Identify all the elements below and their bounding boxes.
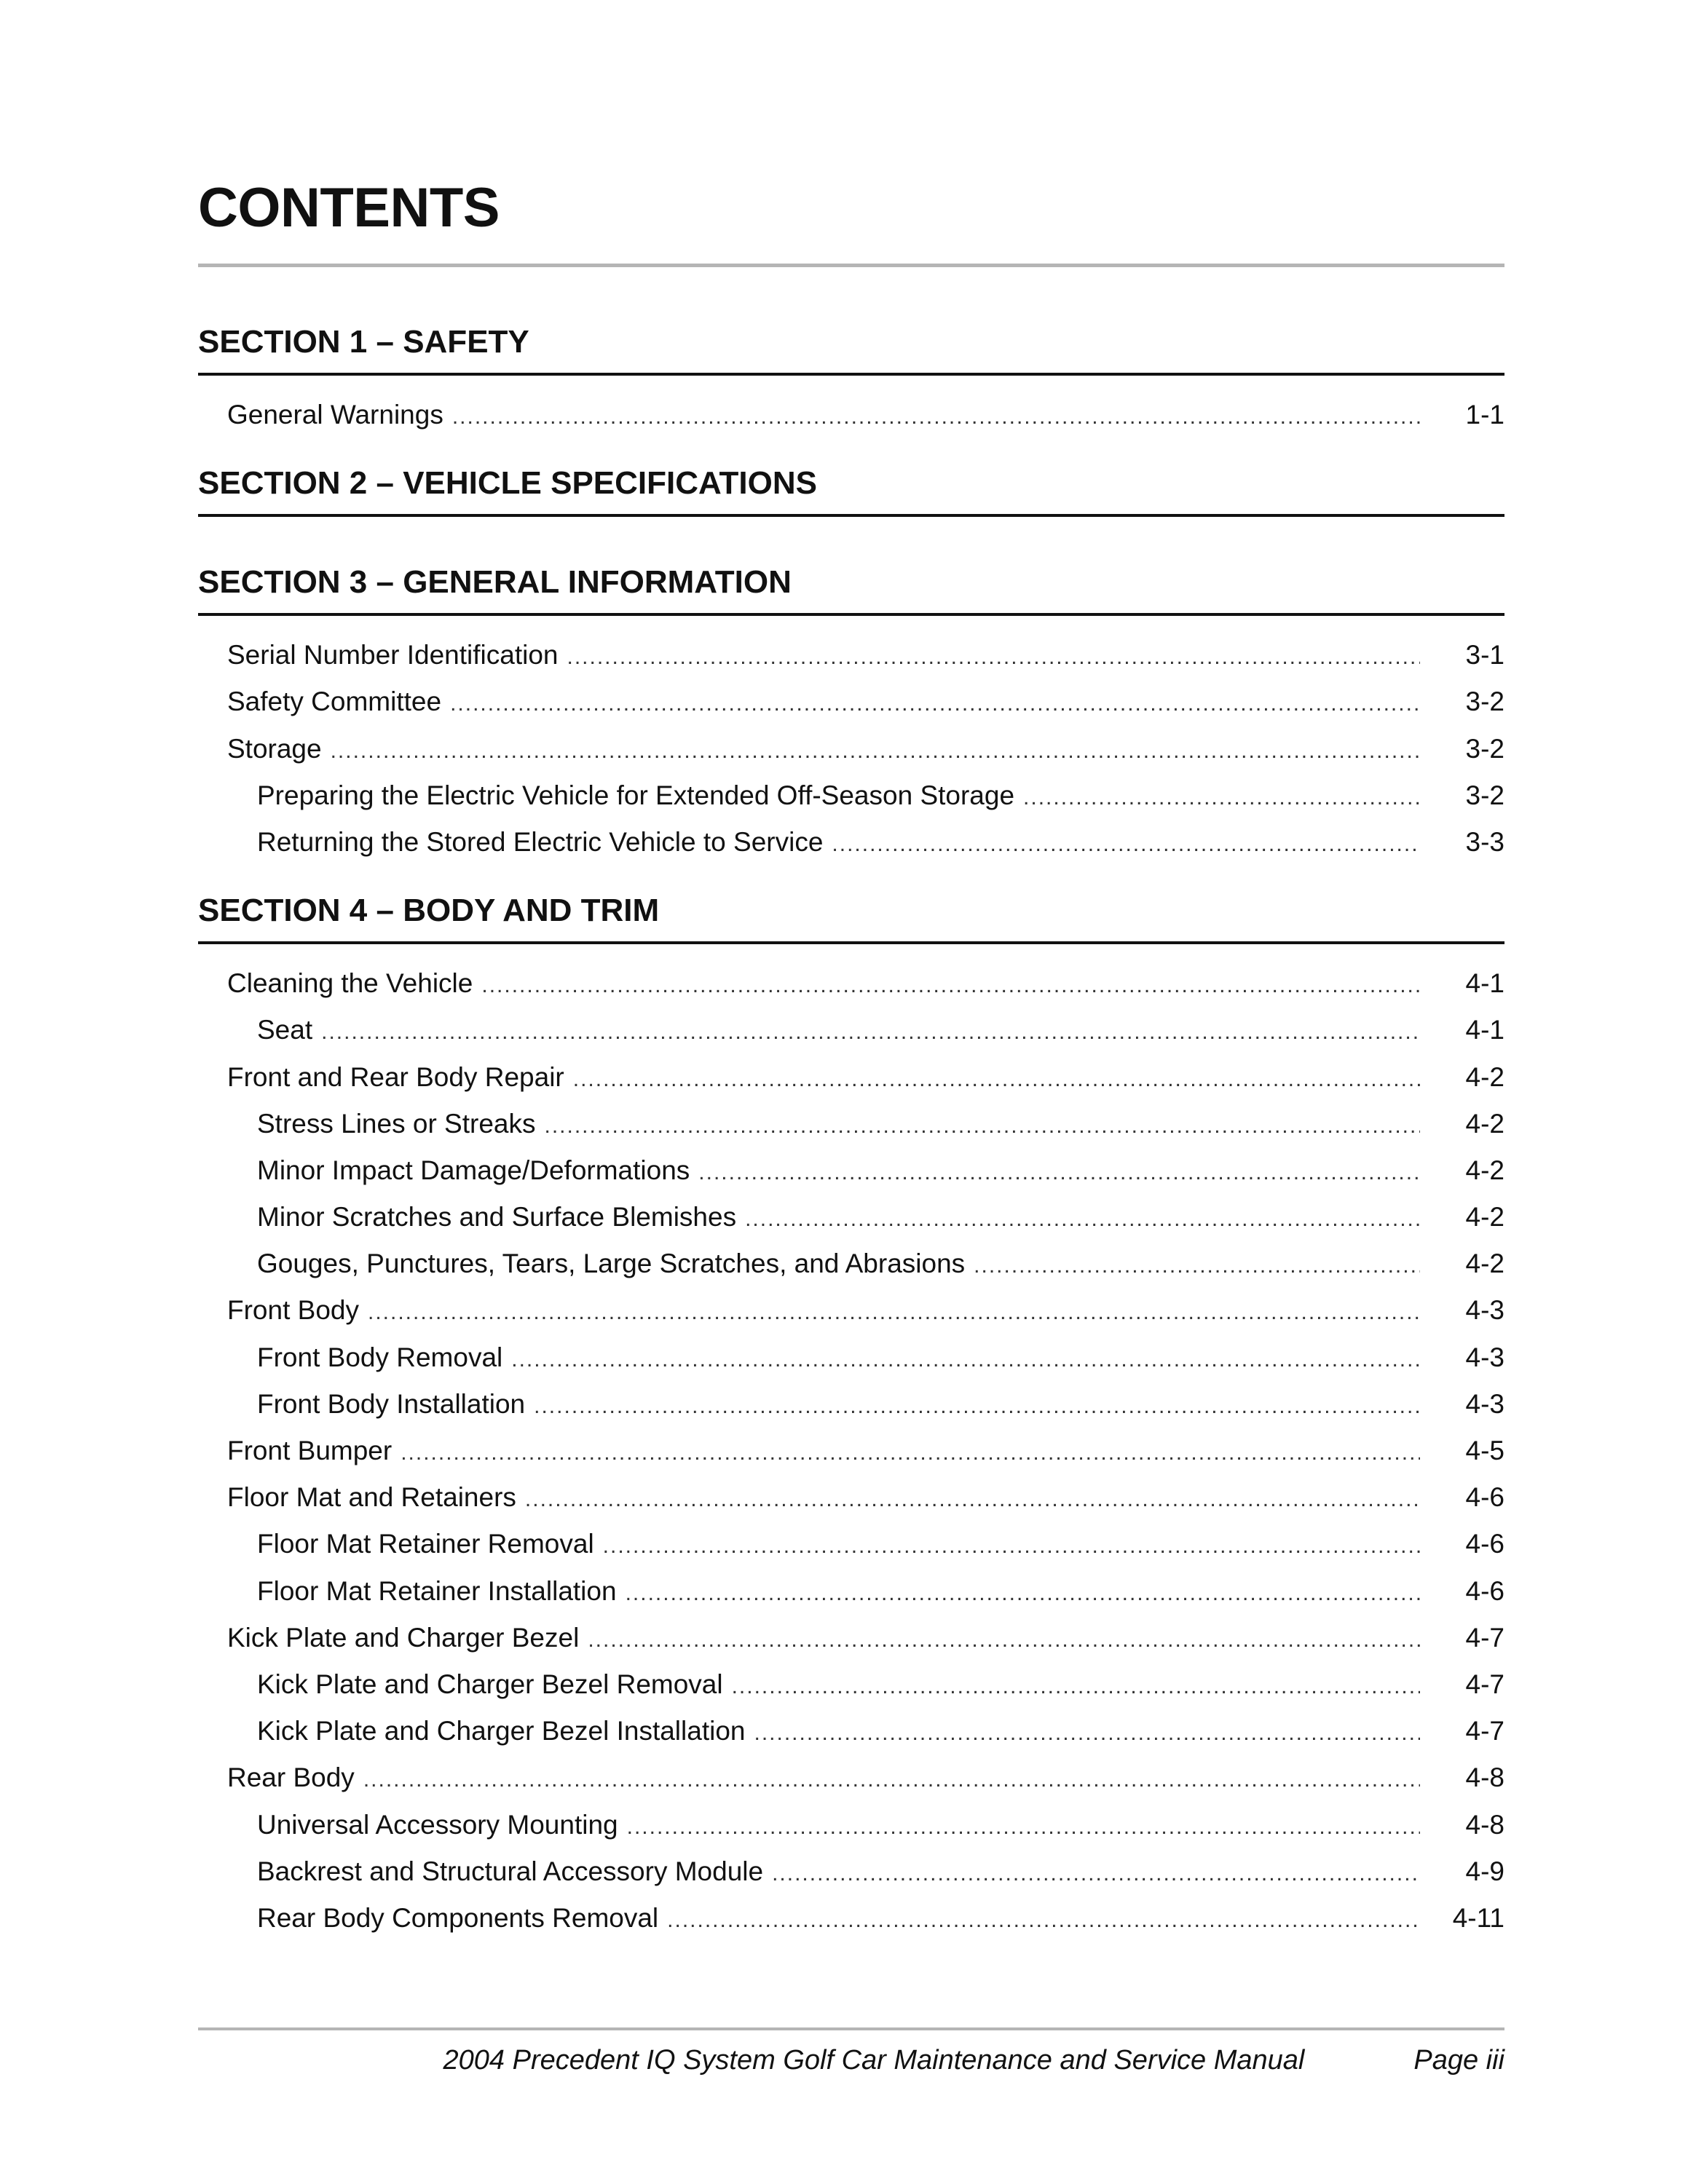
toc-entry[interactable] [198, 632, 1504, 678]
toc-entry[interactable] [198, 960, 1504, 1007]
dot-leader [667, 1897, 1420, 1944]
toc-entry-title: Front and Rear Body Repair [227, 1061, 564, 1092]
toc-entry[interactable] [198, 1661, 1504, 1708]
toc-entry[interactable] [198, 678, 1504, 725]
toc-entry-page-number: 3-1 [1465, 640, 1504, 670]
toc-entry[interactable] [198, 392, 1504, 438]
footer-divider [198, 2027, 1504, 2030]
table-of-contents [198, 326, 1504, 1971]
toc-entry[interactable] [198, 1241, 1504, 1287]
dot-leader [544, 1103, 1420, 1150]
toc-entry[interactable] [198, 1568, 1504, 1615]
toc-entry-title: General Warnings [227, 400, 443, 430]
dot-leader [450, 681, 1420, 727]
section-heading: SECTION 4 – BODY AND TRIM [198, 895, 1504, 944]
section-entries [198, 944, 1504, 1942]
toc-entry-page-number: 3-2 [1465, 687, 1504, 717]
toc-entry-page-number: 4-8 [1465, 1809, 1504, 1840]
toc-entry-page-number: 4-1 [1465, 1015, 1504, 1045]
toc-entry[interactable] [198, 1194, 1504, 1241]
toc-entry-title: Kick Plate and Charger Bezel Removal [257, 1669, 723, 1699]
toc-entry-page-number: 4-5 [1465, 1436, 1504, 1465]
toc-entry-title: Cleaning the Vehicle [227, 968, 473, 999]
toc-entry-title: Safety Committee [227, 687, 442, 717]
section-heading: SECTION 3 – GENERAL INFORMATION [198, 566, 1504, 616]
dot-leader [525, 1476, 1420, 1523]
toc-entry-title: Serial Number Identification [227, 640, 559, 670]
dot-leader [627, 1804, 1420, 1851]
dot-leader [745, 1196, 1420, 1243]
toc-entry[interactable] [198, 1895, 1504, 1942]
toc-entry[interactable] [198, 1054, 1504, 1101]
toc-entry[interactable] [198, 1521, 1504, 1567]
toc-entry-page-number: 4-6 [1465, 1482, 1504, 1513]
toc-entry-title: Minor Scratches and Surface Blemishes [257, 1202, 737, 1233]
toc-entry-page-number: 4-3 [1465, 1388, 1504, 1419]
toc-entry-title: Front Bumper [227, 1436, 393, 1465]
toc-entry-title: Kick Plate and Charger Bezel [227, 1622, 580, 1653]
toc-entry-page-number: 1-1 [1465, 400, 1504, 430]
dot-leader [1023, 775, 1420, 821]
toc-entry-page-number: 4-2 [1465, 1155, 1504, 1185]
toc-entry[interactable] [198, 1615, 1504, 1661]
toc-entry[interactable] [198, 1147, 1504, 1194]
toc-entry-page-number: 4-6 [1465, 1529, 1504, 1559]
toc-entry-title: Gouges, Punctures, Tears, Large Scratches, and Abrasions [257, 1249, 966, 1279]
toc-entry-page-number: 4-8 [1465, 1762, 1504, 1793]
title-divider [198, 264, 1504, 267]
page-footer [198, 2044, 1504, 2078]
dot-leader [401, 1430, 1420, 1476]
toc-entry[interactable] [198, 819, 1504, 866]
footer-manual-title: 2004 Precedent IQ System Golf Car Maintenance and Service Manual [443, 2045, 1305, 2076]
toc-entry[interactable] [198, 1474, 1504, 1521]
dot-leader [331, 728, 1420, 775]
dot-leader [603, 1523, 1420, 1570]
section-heading: SECTION 2 – VEHICLE SPECIFICATIONS [198, 467, 1504, 517]
toc-entry-title: Preparing the Electric Vehicle for Extended Off-Season Storage [257, 780, 1015, 810]
toc-entry-title: Storage [227, 733, 322, 764]
toc-entry-page-number: 4-3 [1465, 1295, 1504, 1326]
toc-entry-page-number: 4-6 [1465, 1575, 1504, 1606]
toc-entry[interactable] [198, 1848, 1504, 1895]
dot-leader [321, 1009, 1420, 1056]
toc-entry-page-number: 3-2 [1465, 733, 1504, 764]
toc-entry-page-number: 4-2 [1465, 1249, 1504, 1279]
toc-entry[interactable] [198, 1381, 1504, 1428]
section-entries [198, 376, 1504, 438]
toc-entry-page-number: 4-2 [1465, 1202, 1504, 1233]
toc-entry[interactable] [198, 1334, 1504, 1381]
toc-entry-page-number: 4-2 [1465, 1061, 1504, 1092]
dot-leader [573, 1056, 1420, 1103]
dot-leader [698, 1150, 1420, 1196]
toc-entry-title: Kick Plate and Charger Bezel Installation [257, 1716, 746, 1746]
toc-entry-page-number: 4-2 [1465, 1108, 1504, 1139]
toc-entry-page-number: 4-7 [1465, 1622, 1504, 1653]
toc-section [198, 566, 1504, 866]
toc-entry-page-number: 3-2 [1465, 780, 1504, 810]
dot-leader [754, 1710, 1420, 1757]
toc-entry[interactable] [198, 726, 1504, 772]
toc-entry-title: Stress Lines or Streaks [257, 1108, 536, 1139]
toc-entry-title: Front Body [227, 1295, 359, 1326]
dot-leader [626, 1570, 1420, 1617]
section-entries [198, 517, 1504, 537]
toc-entry-title: Seat [257, 1015, 313, 1045]
toc-entry-page-number: 3-3 [1465, 826, 1504, 857]
dot-leader [452, 394, 1420, 440]
page-title: CONTENTS [198, 177, 500, 239]
toc-entry-title: Front Body Removal [257, 1342, 503, 1372]
dot-leader [772, 1851, 1420, 1897]
dot-leader [832, 821, 1420, 868]
toc-entry-title: Rear Body [227, 1762, 355, 1793]
toc-section [198, 467, 1504, 537]
toc-entry-page-number: 4-7 [1465, 1716, 1504, 1746]
toc-entry-title: Floor Mat Retainer Removal [257, 1529, 594, 1559]
toc-entry-title: Universal Accessory Mounting [257, 1809, 618, 1840]
footer-page-number: Page iii [1413, 2045, 1504, 2076]
section-entries [198, 616, 1504, 866]
toc-section [198, 895, 1504, 1942]
toc-entry-title: Returning the Stored Electric Vehicle to Service [257, 826, 824, 857]
dot-leader [368, 1289, 1420, 1336]
dot-leader [481, 962, 1420, 1009]
dot-leader [732, 1663, 1420, 1710]
toc-entry[interactable] [198, 1754, 1504, 1801]
toc-entry-page-number: 4-11 [1452, 1902, 1504, 1933]
toc-entry[interactable] [198, 1428, 1504, 1474]
toc-entry-title: Minor Impact Damage/Deformations [257, 1155, 690, 1185]
toc-entry-page-number: 4-7 [1465, 1669, 1504, 1699]
toc-entry-title: Backrest and Structural Accessory Module [257, 1856, 764, 1886]
toc-entry-title: Rear Body Components Removal [257, 1902, 659, 1933]
dot-leader [534, 1383, 1420, 1430]
dot-leader [511, 1337, 1420, 1383]
toc-section [198, 326, 1504, 438]
toc-entry-page-number: 4-1 [1465, 968, 1504, 999]
toc-entry[interactable] [198, 1007, 1504, 1053]
toc-entry[interactable] [198, 772, 1504, 819]
toc-entry-page-number: 4-9 [1465, 1856, 1504, 1886]
dot-leader [974, 1243, 1420, 1289]
toc-entry-title: Floor Mat Retainer Installation [257, 1575, 617, 1606]
dot-leader [567, 634, 1421, 681]
toc-entry-title: Front Body Installation [257, 1388, 526, 1419]
dot-leader [363, 1757, 1420, 1803]
toc-entry-page-number: 4-3 [1465, 1342, 1504, 1372]
toc-entry[interactable] [198, 1101, 1504, 1147]
toc-entry[interactable] [198, 1287, 1504, 1334]
toc-entry-title: Floor Mat and Retainers [227, 1482, 516, 1513]
dot-leader [588, 1617, 1420, 1663]
toc-entry[interactable] [198, 1708, 1504, 1754]
toc-entry[interactable] [198, 1802, 1504, 1848]
section-heading: SECTION 1 – SAFETY [198, 326, 1504, 376]
